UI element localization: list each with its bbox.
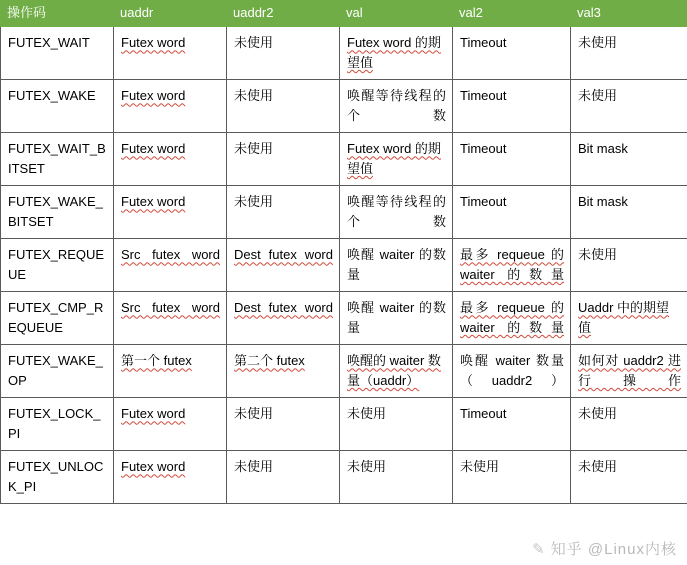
cell-opcode: FUTEX_WAIT_BITSET: [1, 133, 114, 186]
cell-uaddr2: [227, 345, 340, 398]
cell-val-text: 唤醒的 waiter 数量（uaddr）: [347, 353, 441, 388]
cell-val3-text: 如何对 uaddr2 进行操作: [578, 353, 681, 388]
cell-val-text: 唤醒 waiter 的数量: [347, 247, 446, 282]
cell-val3: 未使用: [571, 80, 687, 133]
table-row: [1, 27, 687, 80]
cell-val-text: 唤醒等待线程的个数: [347, 194, 446, 229]
cell-val2: [453, 239, 571, 292]
cell-val2: 未使用: [453, 451, 571, 504]
cell-uaddr2-text: Dest futex word: [234, 300, 333, 316]
cell-val2: [453, 345, 571, 398]
cell-uaddr: [114, 133, 227, 186]
cell-uaddr2: 未使用: [227, 27, 340, 80]
cell-val: [340, 186, 453, 239]
watermark: [532, 538, 677, 559]
column-header-val: val: [340, 1, 453, 27]
cell-val3: [571, 292, 687, 345]
cell-uaddr-text: Src futex word: [121, 300, 220, 316]
table-row: [1, 80, 687, 133]
cell-opcode: FUTEX_CMP_REQUEUE: [1, 292, 114, 345]
cell-val2: Timeout: [453, 80, 571, 133]
cell-uaddr: [114, 239, 227, 292]
cell-uaddr: [114, 345, 227, 398]
cell-uaddr-text: Futex word: [121, 459, 186, 475]
cell-uaddr: [114, 451, 227, 504]
cell-uaddr-text: Futex word: [121, 406, 186, 422]
cell-uaddr2: [227, 239, 340, 292]
cell-val2: Timeout: [453, 398, 571, 451]
cell-val: 未使用: [340, 451, 453, 504]
cell-val3: 未使用: [571, 451, 687, 504]
cell-val: [340, 239, 453, 292]
column-header-val2: val2: [453, 1, 571, 27]
cell-opcode: FUTEX_WAKE_BITSET: [1, 186, 114, 239]
cell-val-text: Futex word 的期望值: [347, 141, 441, 176]
table-row: [1, 186, 687, 239]
table-row: [1, 451, 687, 504]
cell-uaddr-text: Src futex word: [121, 247, 220, 263]
cell-val: [340, 80, 453, 133]
cell-val2: Timeout: [453, 133, 571, 186]
cell-val: [340, 345, 453, 398]
column-header-val3: val3: [571, 1, 687, 27]
zhihu-logo-icon: ✎: [532, 541, 546, 558]
table-row: [1, 133, 687, 186]
cell-val2: Timeout: [453, 27, 571, 80]
cell-val: [340, 27, 453, 80]
cell-val3: 未使用: [571, 398, 687, 451]
cell-uaddr: [114, 80, 227, 133]
cell-val2: Timeout: [453, 186, 571, 239]
cell-val3: 未使用: [571, 27, 687, 80]
cell-opcode: FUTEX_UNLOCK_PI: [1, 451, 114, 504]
cell-uaddr2: 未使用: [227, 133, 340, 186]
cell-uaddr: [114, 398, 227, 451]
table-row: [1, 398, 687, 451]
table-row: [1, 345, 687, 398]
cell-uaddr-text: Futex word: [121, 35, 186, 51]
cell-uaddr2-text: Dest futex word: [234, 247, 333, 263]
watermark-text: 知乎 @Linux内核: [550, 541, 677, 558]
cell-opcode: FUTEX_WAIT: [1, 27, 114, 80]
cell-val2-text: 最多 requeue 的 waiter 的数量: [460, 300, 564, 335]
cell-uaddr2: 未使用: [227, 186, 340, 239]
column-header-uaddr2: uaddr2: [227, 1, 340, 27]
cell-opcode: FUTEX_WAKE_OP: [1, 345, 114, 398]
cell-opcode: FUTEX_WAKE: [1, 80, 114, 133]
column-header-opcode: 操作码: [1, 1, 114, 27]
cell-val3: Bit mask: [571, 186, 687, 239]
cell-uaddr-text: Futex word: [121, 141, 186, 157]
cell-uaddr-text: 第一个 futex: [121, 353, 192, 369]
cell-val: 未使用: [340, 398, 453, 451]
cell-uaddr-text: Futex word: [121, 194, 186, 210]
cell-uaddr2: 未使用: [227, 398, 340, 451]
cell-uaddr2: [227, 292, 340, 345]
cell-val3: [571, 345, 687, 398]
table-row: [1, 292, 687, 345]
cell-uaddr: [114, 27, 227, 80]
cell-val2-text: 唤醒 waiter 数量（uaddr2）: [460, 353, 564, 388]
cell-val: [340, 133, 453, 186]
cell-uaddr2-text: 第二个 futex: [234, 353, 305, 369]
cell-uaddr: [114, 186, 227, 239]
cell-val3: 未使用: [571, 239, 687, 292]
cell-val3: Bit mask: [571, 133, 687, 186]
cell-uaddr: [114, 292, 227, 345]
cell-opcode: FUTEX_LOCK_PI: [1, 398, 114, 451]
table-header-row: [1, 1, 687, 27]
cell-val3-text: Uaddr 中的期望值: [578, 300, 670, 335]
cell-uaddr2: 未使用: [227, 80, 340, 133]
table-row: [1, 239, 687, 292]
cell-val-text: 唤醒 waiter 的数量: [347, 300, 446, 335]
cell-uaddr-text: Futex word: [121, 88, 186, 104]
cell-uaddr2: 未使用: [227, 451, 340, 504]
cell-val2: [453, 292, 571, 345]
cell-val: [340, 292, 453, 345]
cell-opcode: FUTEX_REQUEUE: [1, 239, 114, 292]
cell-val-text: 唤醒等待线程的个数: [347, 88, 446, 123]
cell-val2-text: 最多 requeue 的 waiter 的数量: [460, 247, 564, 282]
column-header-uaddr: uaddr: [114, 1, 227, 27]
cell-val-text: Futex word 的期望值: [347, 35, 441, 70]
